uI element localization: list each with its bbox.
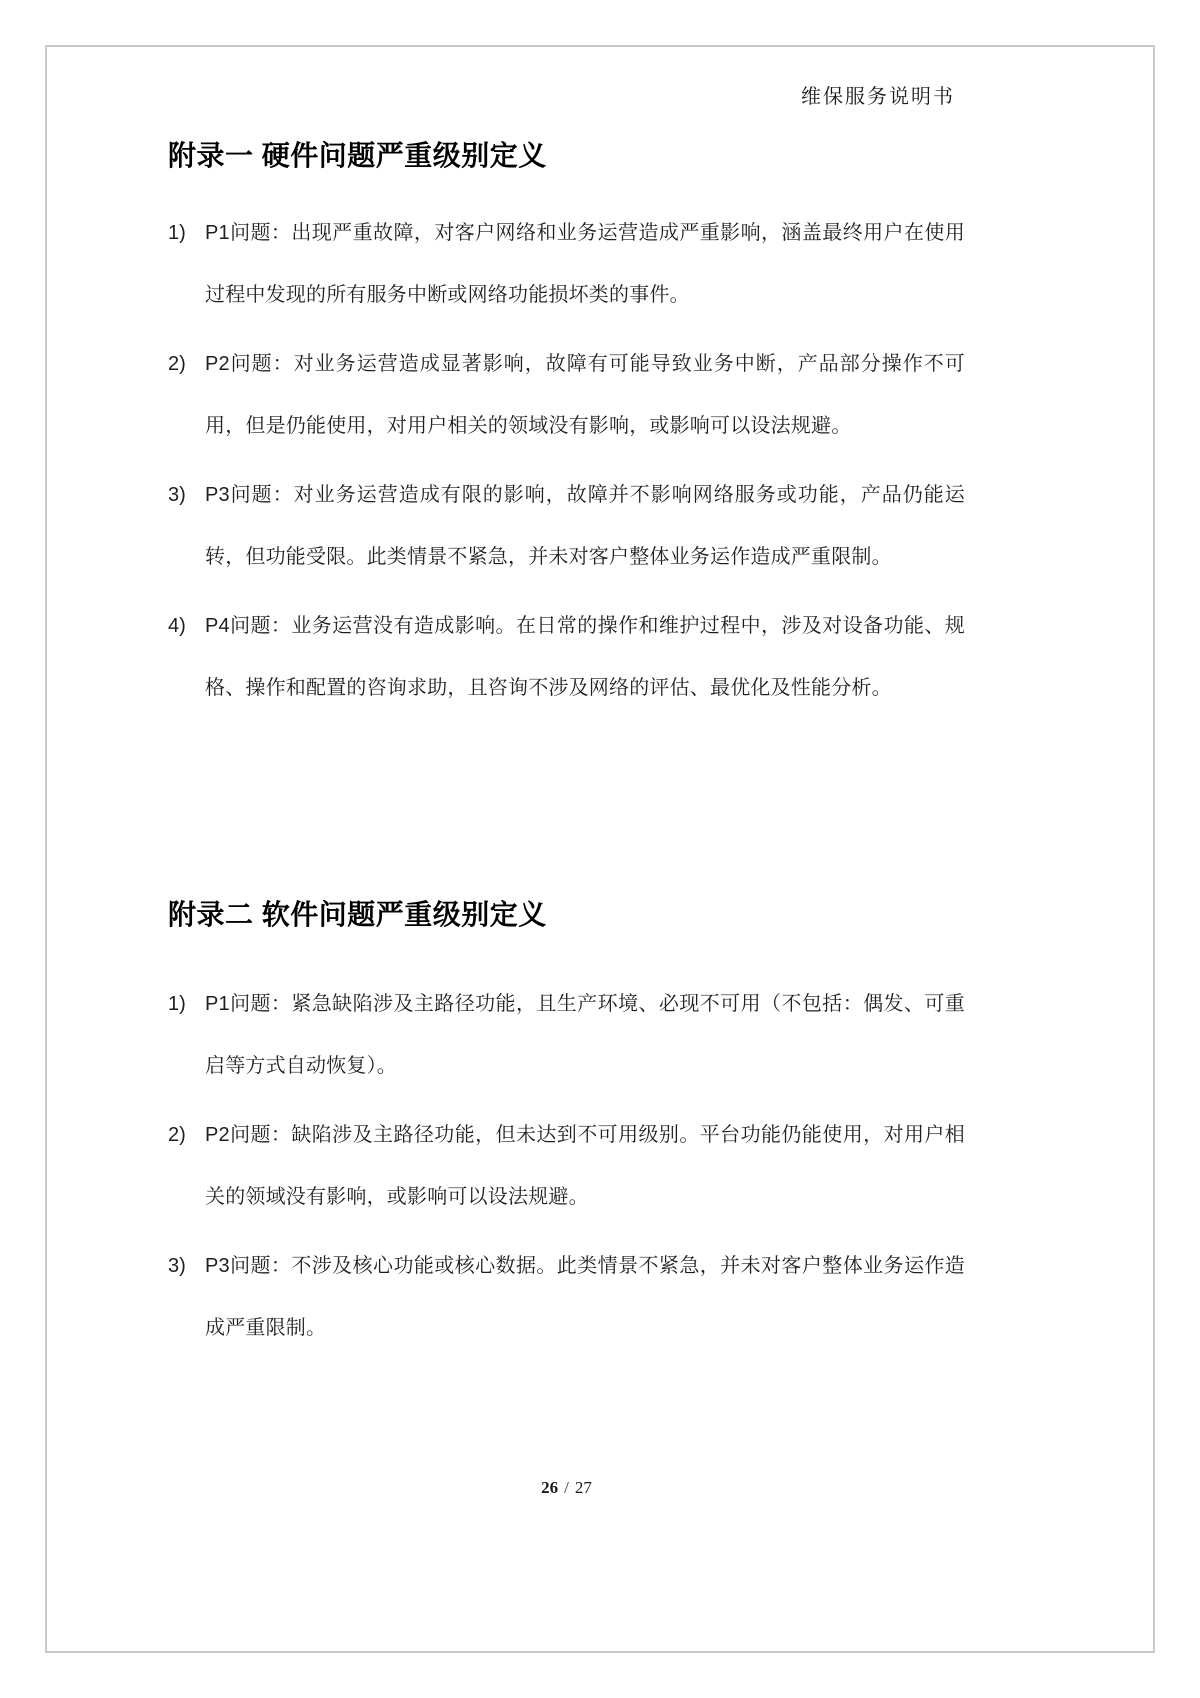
list-item — [168, 333, 965, 457]
software-severity-list — [168, 973, 965, 1359]
item-number: 2) — [168, 1124, 186, 1146]
page-number-separator: / — [564, 1478, 569, 1497]
list-item — [168, 464, 965, 588]
list-item — [168, 1235, 965, 1359]
section-title-software: 附录二 软件问题严重级别定义 — [168, 899, 547, 930]
page-number-total: 27 — [574, 1478, 592, 1497]
item-number: 1) — [168, 222, 186, 244]
section-title-hardware: 附录一 硬件问题严重级别定义 — [168, 140, 547, 171]
list-item — [168, 595, 965, 719]
item-number: 3) — [168, 1255, 186, 1277]
page-footer — [168, 1478, 965, 1498]
item-text: P2问题：缺陷涉及主路径功能，但未达到不可用级别。平台功能仍能使用，对用户相关的领域没有影响，或影响可以设法规避。 — [205, 1124, 965, 1208]
item-text: P1问题：出现严重故障，对客户网络和业务运营造成严重影响，涵盖最终用户在使用过程中发现的所有服务中断或网络功能损坏类的事件。 — [205, 222, 965, 306]
page-header — [801, 80, 955, 109]
header-title: 维保服务说明书 — [801, 86, 955, 108]
page-content — [168, 136, 965, 1366]
item-number: 2) — [168, 353, 186, 375]
item-text: P2问题：对业务运营造成显著影响，故障有可能导致业务中断，产品部分操作不可用，但是仍能使用，对用户相关的领域没有影响，或影响可以设法规避。 — [205, 353, 965, 437]
item-number: 1) — [168, 993, 186, 1015]
item-text: P3问题：对业务运营造成有限的影响，故障并不影响网络服务或功能，产品仍能运转，但功能受限。此类情景不紧急，并未对客户整体业务运作造成严重限制。 — [205, 484, 965, 568]
item-number: 3) — [168, 484, 186, 506]
item-text: P3问题：不涉及核心功能或核心数据。此类情景不紧急，并未对客户整体业务运作造成严重限制。 — [205, 1255, 965, 1339]
page-number-current: 26 — [541, 1478, 559, 1497]
item-number: 4) — [168, 615, 186, 637]
item-text: P4问题：业务运营没有造成影响。在日常的操作和维护过程中，涉及对设备功能、规格、操作和配置的咨询求助，且咨询不涉及网络的评估、最优化及性能分析。 — [205, 615, 965, 699]
item-text: P1问题：紧急缺陷涉及主路径功能，且生产环境、必现不可用（不包括：偶发、可重启等方式自动恢复）。 — [205, 993, 965, 1077]
list-item — [168, 973, 965, 1097]
list-item — [168, 202, 965, 326]
hardware-severity-list — [168, 202, 965, 719]
list-item — [168, 1104, 965, 1228]
